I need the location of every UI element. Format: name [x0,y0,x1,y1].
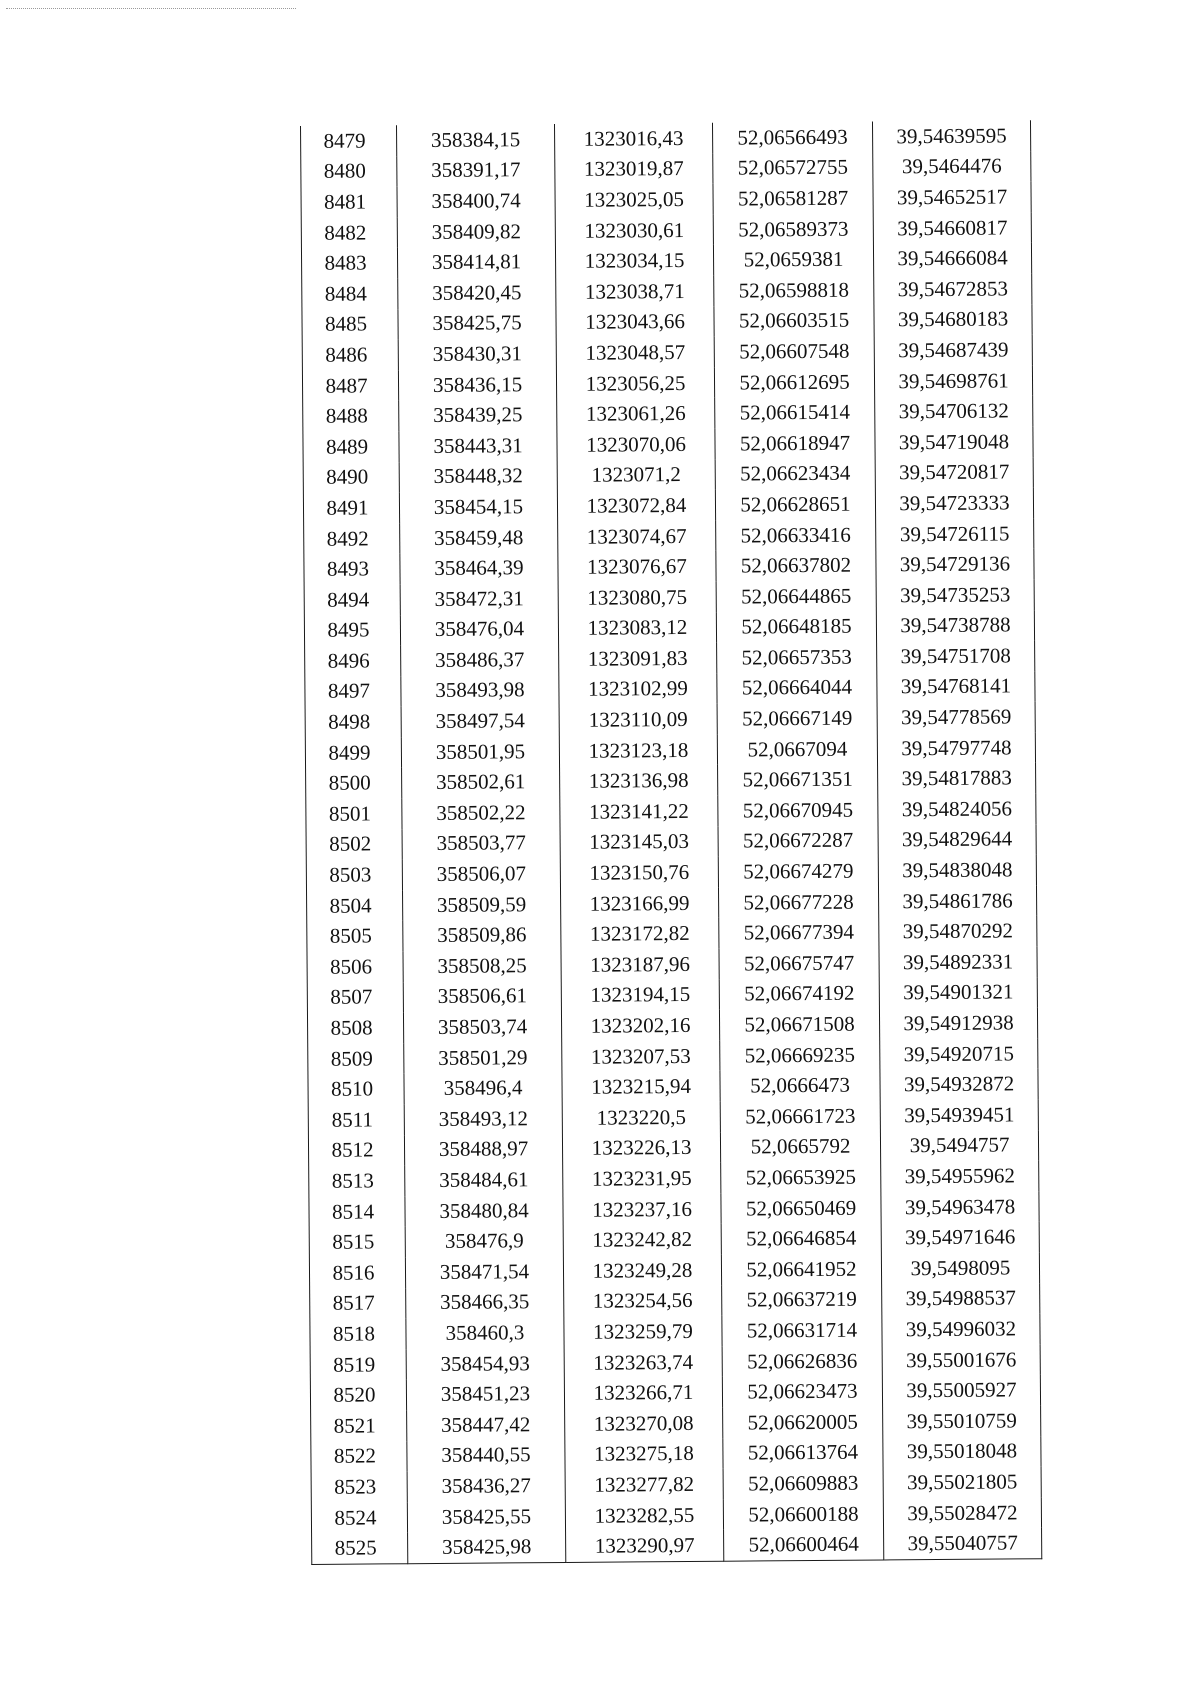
longitude-cell: 39,55001676 [882,1344,1040,1376]
latitude-cell: 52,06637802 [716,550,876,582]
y-coordinate-cell: 1323074,67 [558,520,716,552]
latitude-cell: 52,06633416 [716,519,876,551]
latitude-cell: 52,06618947 [715,427,875,459]
longitude-cell: 39,54817883 [878,763,1036,795]
x-coordinate-cell: 358464,39 [400,552,558,584]
longitude-cell: 39,55005927 [882,1375,1040,1407]
y-coordinate-cell: 1323263,74 [564,1346,722,1378]
y-coordinate-cell: 1323019,87 [555,153,713,185]
y-coordinate-cell: 1323242,82 [563,1224,721,1256]
y-coordinate-cell: 1323275,18 [565,1438,723,1470]
latitude-cell: 52,06671508 [719,1009,879,1041]
point-number-cell: 8522 [311,1441,407,1472]
longitude-cell: 39,54720817 [875,457,1033,489]
y-coordinate-cell: 1323016,43 [554,123,712,155]
y-coordinate-cell: 1323110,09 [559,704,717,736]
y-coordinate-cell: 1323072,84 [557,490,715,522]
point-number-cell: 8495 [304,615,400,646]
y-coordinate-cell: 1323282,55 [565,1499,723,1531]
point-number-cell: 8515 [309,1227,405,1258]
point-number-cell: 8508 [307,1012,403,1043]
x-coordinate-cell: 358480,84 [405,1195,563,1227]
y-coordinate-cell: 1323048,57 [556,337,714,369]
latitude-cell: 52,06607548 [714,336,874,368]
latitude-cell: 52,06664044 [717,672,877,704]
point-number-cell: 8480 [301,156,397,187]
longitude-cell: 39,54726115 [876,518,1034,550]
longitude-cell: 39,54698761 [874,365,1032,397]
point-number-cell: 8499 [305,737,401,768]
x-coordinate-cell: 358476,04 [400,613,558,645]
y-coordinate-cell: 1323083,12 [558,612,716,644]
x-coordinate-cell: 358472,31 [400,583,558,615]
point-number-cell: 8521 [311,1410,407,1441]
x-coordinate-cell: 358384,15 [396,124,554,156]
latitude-cell: 52,06650469 [721,1192,881,1224]
point-number-cell: 8511 [308,1104,404,1135]
latitude-cell: 52,06675747 [719,948,879,980]
latitude-cell: 52,06646854 [721,1223,881,1255]
point-number-cell: 8485 [302,309,398,340]
point-number-cell: 8497 [305,676,401,707]
point-number-cell: 8496 [305,645,401,676]
y-coordinate-cell: 1323226,13 [562,1132,720,1164]
x-coordinate-cell: 358436,27 [407,1470,565,1502]
y-coordinate-cell: 1323259,79 [564,1316,722,1348]
latitude-cell: 52,06620005 [723,1406,883,1438]
x-coordinate-cell: 358509,86 [403,919,561,951]
longitude-cell: 39,55010759 [883,1405,1041,1437]
latitude-cell: 52,06598818 [714,274,874,306]
scan-artifact-line [6,8,296,9]
point-number-cell: 8516 [309,1257,405,1288]
point-number-cell: 8502 [306,829,402,860]
y-coordinate-cell: 1323249,28 [563,1255,721,1287]
latitude-cell: 52,06631714 [722,1315,882,1347]
x-coordinate-cell: 358448,32 [399,461,557,493]
point-number-cell: 8501 [306,798,402,829]
longitude-cell: 39,54870292 [879,916,1037,948]
point-number-cell: 8519 [310,1349,406,1380]
y-coordinate-cell: 1323056,25 [556,368,714,400]
latitude-cell: 52,06641952 [721,1253,881,1285]
x-coordinate-cell: 358471,54 [405,1256,563,1288]
latitude-cell: 52,06661723 [720,1100,880,1132]
point-number-cell: 8504 [307,890,403,921]
x-coordinate-cell: 358400,74 [397,185,555,217]
document-page [300,120,1041,1565]
latitude-cell: 52,06609883 [723,1468,883,1500]
x-coordinate-cell: 358502,22 [402,797,560,829]
latitude-cell: 52,06653925 [721,1162,881,1194]
latitude-cell: 52,06628651 [715,489,875,521]
y-coordinate-cell: 1323202,16 [561,1010,719,1042]
point-number-cell: 8517 [310,1288,406,1319]
x-coordinate-cell: 358496,4 [404,1072,562,1104]
y-coordinate-cell: 1323136,98 [560,765,718,797]
latitude-cell: 52,06672287 [718,825,878,857]
latitude-cell: 52,06581287 [713,183,873,215]
longitude-cell: 39,5498095 [881,1252,1039,1284]
longitude-cell: 39,54912938 [879,1007,1037,1039]
latitude-cell: 52,06671351 [718,764,878,796]
point-number-cell: 8494 [304,584,400,615]
y-coordinate-cell: 1323025,05 [555,184,713,216]
x-coordinate-cell: 358440,55 [407,1439,565,1471]
y-coordinate-cell: 1323070,06 [557,429,715,461]
y-coordinate-cell: 1323172,82 [561,918,719,950]
point-number-cell: 8491 [303,492,399,523]
longitude-cell: 39,54639595 [872,120,1030,152]
latitude-cell: 52,06648185 [716,611,876,643]
x-coordinate-cell: 358486,37 [401,644,559,676]
point-number-cell: 8510 [308,1074,404,1105]
x-coordinate-cell: 358476,9 [405,1225,563,1257]
latitude-cell: 52,06613764 [723,1437,883,1469]
longitude-cell: 39,54652517 [873,181,1031,213]
y-coordinate-cell: 1323145,03 [560,826,718,858]
x-coordinate-cell: 358436,15 [398,369,556,401]
latitude-cell: 52,06674192 [719,978,879,1010]
latitude-cell: 52,06603515 [714,305,874,337]
latitude-cell: 52,06623473 [722,1376,882,1408]
x-coordinate-cell: 358502,61 [402,766,560,798]
point-number-cell: 8513 [309,1165,405,1196]
y-coordinate-cell: 1323215,94 [562,1071,720,1103]
latitude-cell: 52,06589373 [713,213,873,245]
longitude-cell: 39,54971646 [881,1222,1039,1254]
y-coordinate-cell: 1323123,18 [559,735,717,767]
y-coordinate-cell: 1323290,97 [566,1530,724,1562]
y-coordinate-cell: 1323038,71 [556,276,714,308]
longitude-cell: 39,55021805 [883,1466,1041,1498]
latitude-cell: 52,06615414 [715,397,875,429]
y-coordinate-cell: 1323237,16 [563,1194,721,1226]
point-number-cell: 8482 [301,217,397,248]
point-number-cell: 8487 [302,370,398,401]
point-number-cell: 8520 [310,1380,406,1411]
latitude-cell: 52,06566493 [712,122,872,154]
point-number-cell: 8506 [307,951,403,982]
point-number-cell: 8486 [302,339,398,370]
point-number-cell: 8492 [304,523,400,554]
longitude-cell: 39,54738788 [876,610,1034,642]
y-coordinate-cell: 1323231,95 [563,1163,721,1195]
x-coordinate-cell: 358391,17 [397,155,555,187]
longitude-cell: 39,54672853 [874,273,1032,305]
y-coordinate-cell: 1323043,66 [556,306,714,338]
latitude-cell: 52,06612695 [714,366,874,398]
x-coordinate-cell: 358503,77 [402,828,560,860]
y-coordinate-cell: 1323034,15 [555,245,713,277]
x-coordinate-cell: 358409,82 [397,216,555,248]
latitude-cell: 52,06677394 [719,917,879,949]
coordinates-table-body [300,120,1041,1564]
x-coordinate-cell: 358501,95 [401,736,559,768]
x-coordinate-cell: 358506,61 [403,981,561,1013]
longitude-cell: 39,54751708 [877,640,1035,672]
point-number-cell: 8525 [312,1533,408,1565]
x-coordinate-cell: 358509,59 [403,889,561,921]
latitude-cell: 52,06667149 [717,703,877,735]
longitude-cell: 39,54680183 [874,304,1032,336]
longitude-cell: 39,54735253 [876,579,1034,611]
point-number-cell: 8507 [307,982,403,1013]
y-coordinate-cell: 1323220,5 [562,1102,720,1134]
longitude-cell: 39,54729136 [876,549,1034,581]
point-number-cell: 8509 [308,1043,404,1074]
longitude-cell: 39,54768141 [877,671,1035,703]
point-number-cell: 8479 [300,125,396,156]
x-coordinate-cell: 358493,98 [401,675,559,707]
x-coordinate-cell: 358484,61 [405,1164,563,1196]
coordinates-table [300,120,1042,1565]
x-coordinate-cell: 358506,07 [402,858,560,890]
x-coordinate-cell: 358430,31 [398,338,556,370]
point-number-cell: 8512 [308,1135,404,1166]
longitude-cell: 39,54723333 [875,487,1033,519]
latitude-cell: 52,0659381 [713,244,873,276]
longitude-cell: 39,55028472 [883,1497,1041,1529]
longitude-cell: 39,54892331 [879,946,1037,978]
y-coordinate-cell: 1323091,83 [559,643,717,675]
y-coordinate-cell: 1323076,67 [558,551,716,583]
y-coordinate-cell: 1323166,99 [560,888,718,920]
longitude-cell: 39,5464476 [873,151,1031,183]
longitude-cell: 39,54901321 [879,977,1037,1009]
longitude-cell: 39,54829644 [878,824,1036,856]
point-number-cell: 8490 [303,462,399,493]
point-number-cell: 8484 [302,278,398,309]
latitude-cell: 52,06626836 [722,1345,882,1377]
x-coordinate-cell: 358451,23 [406,1378,564,1410]
table-row [312,1528,1042,1565]
longitude-cell: 39,54920715 [880,1038,1038,1070]
point-number-cell: 8518 [310,1318,406,1349]
point-number-cell: 8503 [306,859,402,890]
x-coordinate-cell: 358459,48 [400,522,558,554]
longitude-cell: 39,54955962 [881,1160,1039,1192]
longitude-cell: 39,5494757 [880,1130,1038,1162]
x-coordinate-cell: 358503,74 [403,1011,561,1043]
y-coordinate-cell: 1323187,96 [561,949,719,981]
y-coordinate-cell: 1323030,61 [555,215,713,247]
x-coordinate-cell: 358460,3 [406,1317,564,1349]
y-coordinate-cell: 1323071,2 [557,459,715,491]
point-number-cell: 8523 [311,1471,407,1502]
y-coordinate-cell: 1323270,08 [565,1408,723,1440]
x-coordinate-cell: 358488,97 [404,1134,562,1166]
longitude-cell: 39,54838048 [878,854,1036,886]
longitude-cell: 39,54932872 [880,1069,1038,1101]
x-coordinate-cell: 358493,12 [404,1103,562,1135]
y-coordinate-cell: 1323207,53 [562,1041,720,1073]
longitude-cell: 39,54687439 [874,334,1032,366]
longitude-cell: 39,54996032 [882,1313,1040,1345]
point-number-cell: 8524 [311,1502,407,1533]
latitude-cell: 52,06623434 [715,458,875,490]
longitude-cell: 39,54988537 [882,1283,1040,1315]
point-number-cell: 8483 [301,248,397,279]
latitude-cell: 52,06644865 [716,580,876,612]
longitude-cell: 39,55040757 [884,1528,1042,1560]
latitude-cell: 52,06637219 [722,1284,882,1316]
y-coordinate-cell: 1323061,26 [557,398,715,430]
x-coordinate-cell: 358414,81 [397,246,555,278]
x-coordinate-cell: 358425,75 [398,308,556,340]
y-coordinate-cell: 1323266,71 [564,1377,722,1409]
longitude-cell: 39,54666084 [873,243,1031,275]
y-coordinate-cell: 1323254,56 [564,1285,722,1317]
latitude-cell: 52,0667094 [717,733,877,765]
x-coordinate-cell: 358466,35 [406,1287,564,1319]
longitude-cell: 39,54660817 [873,212,1031,244]
longitude-cell: 39,54706132 [875,396,1033,428]
y-coordinate-cell: 1323080,75 [558,582,716,614]
x-coordinate-cell: 358443,31 [399,430,557,462]
x-coordinate-cell: 358454,93 [406,1348,564,1380]
y-coordinate-cell: 1323150,76 [560,857,718,889]
longitude-cell: 39,54861786 [878,885,1036,917]
x-coordinate-cell: 358508,25 [403,950,561,982]
longitude-cell: 39,54824056 [878,793,1036,825]
x-coordinate-cell: 358501,29 [404,1042,562,1074]
y-coordinate-cell: 1323102,99 [559,673,717,705]
longitude-cell: 39,54719048 [875,426,1033,458]
x-coordinate-cell: 358425,98 [408,1531,566,1563]
x-coordinate-cell: 358420,45 [398,277,556,309]
point-number-cell: 8488 [303,401,399,432]
longitude-cell: 39,54939451 [880,1099,1038,1131]
latitude-cell: 52,06572755 [713,152,873,184]
y-coordinate-cell: 1323194,15 [561,979,719,1011]
latitude-cell: 52,06657353 [717,642,877,674]
longitude-cell: 39,55018048 [883,1436,1041,1468]
x-coordinate-cell: 358425,55 [407,1501,565,1533]
x-coordinate-cell: 358447,42 [407,1409,565,1441]
longitude-cell: 39,54963478 [881,1191,1039,1223]
latitude-cell: 52,06600188 [723,1498,883,1530]
x-coordinate-cell: 358497,54 [401,705,559,737]
x-coordinate-cell: 358454,15 [399,491,557,523]
latitude-cell: 52,06670945 [718,795,878,827]
point-number-cell: 8514 [309,1196,405,1227]
latitude-cell: 52,06674279 [718,856,878,888]
y-coordinate-cell: 1323277,82 [565,1469,723,1501]
longitude-cell: 39,54778569 [877,702,1035,734]
longitude-cell: 39,54797748 [877,732,1035,764]
latitude-cell: 52,0666473 [720,1070,880,1102]
latitude-cell: 52,06677228 [718,886,878,918]
y-coordinate-cell: 1323141,22 [560,796,718,828]
point-number-cell: 8505 [307,921,403,952]
point-number-cell: 8481 [301,186,397,217]
point-number-cell: 8493 [304,554,400,585]
latitude-cell: 52,06669235 [720,1039,880,1071]
latitude-cell: 52,0665792 [720,1131,880,1163]
point-number-cell: 8500 [306,768,402,799]
point-number-cell: 8489 [303,431,399,462]
latitude-cell: 52,06600464 [724,1529,884,1561]
point-number-cell: 8498 [305,707,401,738]
x-coordinate-cell: 358439,25 [399,399,557,431]
